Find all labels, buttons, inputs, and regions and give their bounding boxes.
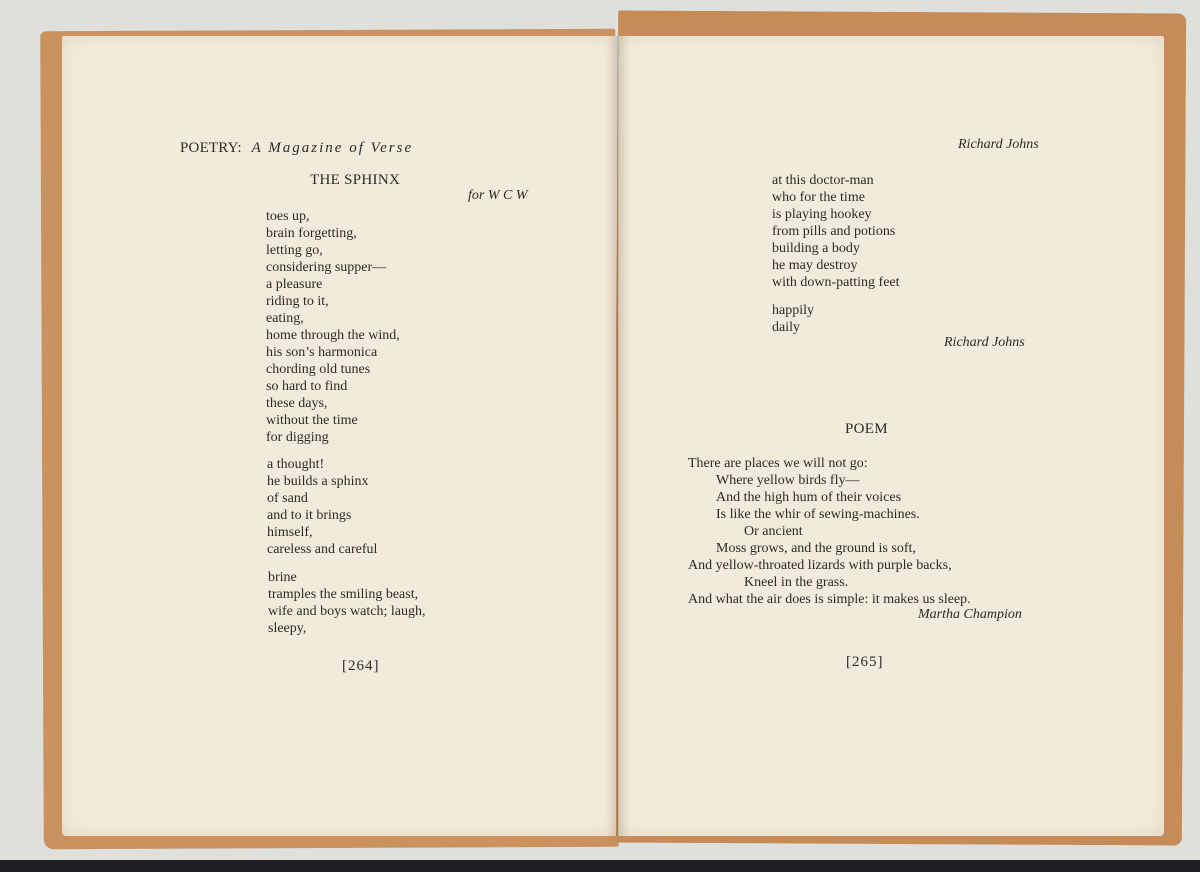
sphinx-stanza-1 xyxy=(266,208,400,446)
verse-line: from pills and potions xyxy=(772,224,896,239)
verse-line: and to it brings xyxy=(267,508,352,523)
verse-line: considering supper— xyxy=(266,260,387,275)
verse-line: a pleasure xyxy=(266,277,323,292)
signature-richard-johns: Richard Johns xyxy=(944,335,1025,350)
verse-line: he may destroy xyxy=(772,258,858,273)
verse-line: brine xyxy=(268,570,297,585)
verse-line: careless and careful xyxy=(267,542,378,557)
verse-line: tramples the smiling beast, xyxy=(268,587,419,602)
verse-line: Moss grows, and the ground is soft, xyxy=(716,541,916,556)
verse-line: himself, xyxy=(267,525,313,540)
verse-line: of sand xyxy=(267,491,308,506)
verse-line: is playing hookey xyxy=(772,207,872,222)
verse-line: at this doctor-man xyxy=(772,173,874,188)
verse-line: And yellow-throated lizards with purple backs, xyxy=(688,558,952,573)
verse-line: he builds a sphinx xyxy=(267,474,369,489)
verse-line: building a body xyxy=(772,241,860,256)
verse-line: daily xyxy=(772,320,800,335)
verse-line: these days, xyxy=(266,396,328,411)
verse-line: riding to it, xyxy=(266,294,329,309)
verse-line: so hard to find xyxy=(266,379,348,394)
verse-line: Kneel in the grass. xyxy=(744,575,849,590)
verse-line: Or ancient xyxy=(744,524,803,539)
verse-line: without the time xyxy=(266,413,358,428)
page-number-right: [265] xyxy=(846,654,884,670)
continued-stanza-1 xyxy=(772,172,900,291)
running-head-right: Richard Johns xyxy=(958,137,1039,152)
verse-line: eating, xyxy=(266,311,304,326)
verse-line: And the high hum of their voices xyxy=(716,490,902,505)
verse-line: letting go, xyxy=(266,243,323,258)
right-page xyxy=(618,36,1164,836)
scanner-edge xyxy=(0,860,1200,872)
poem-body xyxy=(688,455,971,608)
verse-line: wife and boys watch; laugh, xyxy=(268,604,426,619)
verse-line: for digging xyxy=(266,430,329,445)
verse-line: There are places we will not go: xyxy=(688,456,868,471)
poem-title-poem: POEM xyxy=(845,421,888,437)
book-gutter xyxy=(606,36,630,836)
dedication: for W C W xyxy=(468,188,528,203)
verse-line: a thought! xyxy=(267,457,325,472)
signature-martha-champion: Martha Champion xyxy=(918,607,1022,622)
running-head-left xyxy=(180,140,413,157)
poem-title-sphinx: THE SPHINX xyxy=(310,172,401,188)
running-head-journal: POETRY: xyxy=(180,140,242,156)
verse-line: Where yellow birds fly— xyxy=(716,473,860,488)
verse-line: home through the wind, xyxy=(266,328,400,343)
sphinx-stanza-3 xyxy=(268,569,425,637)
verse-line: chording old tunes xyxy=(266,362,371,377)
verse-line: brain forgetting, xyxy=(266,226,357,241)
verse-line: who for the time xyxy=(772,190,865,205)
sphinx-stanza-2 xyxy=(267,456,377,558)
verse-line: And what the air does is simple: it makes us sleep. xyxy=(688,592,971,607)
verse-line: Is like the whir of sewing-machines. xyxy=(716,507,920,522)
verse-line: toes up, xyxy=(266,209,310,224)
verse-line: with down-patting feet xyxy=(772,275,900,290)
continued-stanza-2 xyxy=(772,302,814,336)
verse-line: sleepy, xyxy=(268,621,307,636)
page-number-left: [264] xyxy=(342,658,380,674)
verse-line: his son’s harmonica xyxy=(266,345,378,360)
verse-line: happily xyxy=(772,303,814,318)
running-head-subtitle: A Magazine of Verse xyxy=(251,140,414,156)
